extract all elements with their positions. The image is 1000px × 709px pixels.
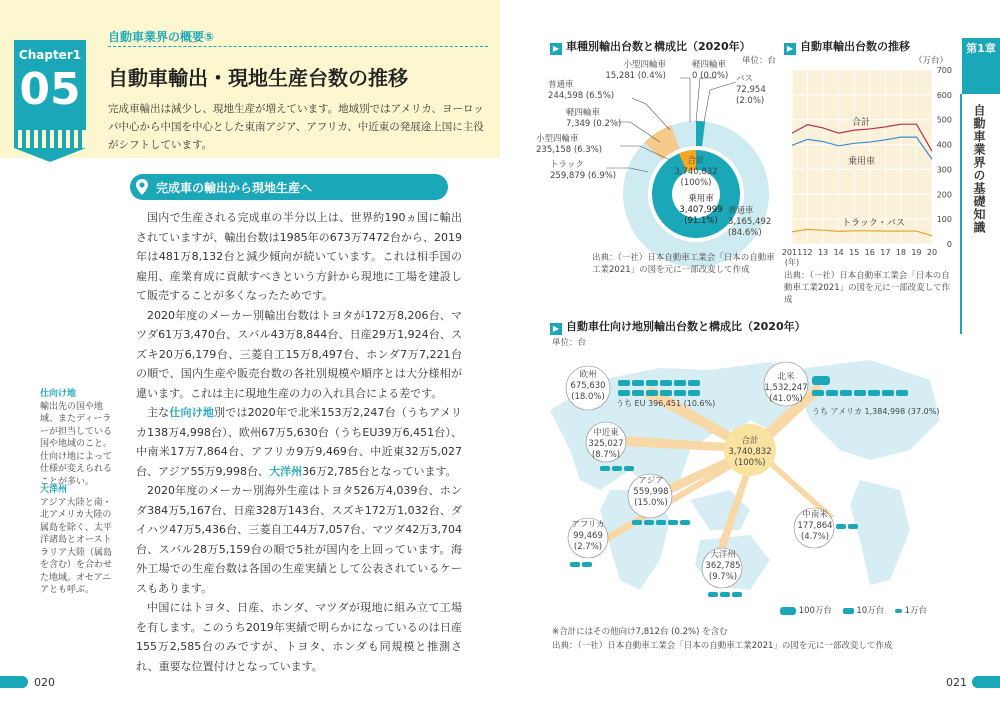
label-total — [666, 156, 726, 189]
label-value: 99,469 — [573, 531, 603, 541]
x-tick-label: 17 — [880, 248, 891, 257]
section-divider — [108, 46, 488, 47]
car-icon-small — [895, 609, 902, 613]
label-kei-7349 — [566, 108, 621, 130]
y-tick-label: 500 — [936, 115, 952, 125]
page-number-right: 021 — [946, 676, 967, 689]
fig3-note: ※合計にはその他向け7,812台 (0.2%) を含む — [552, 627, 728, 637]
paragraph-1: 国内で生産される完成車の半分以上は、世界約190ヵ国に輸出されていますが、輸出台数は1985年の673万7472台から、2019年は481万8,132台と減少傾向が続いています。これは相手国の雇用、産業育成に貢献すべきという方針から現地に工場を建設して販売することが多くなったためです。 — [136, 211, 462, 302]
label-name: トラック — [550, 160, 584, 170]
y-tick-label: 0 — [946, 240, 952, 249]
label-pct: (8.7%) — [591, 450, 621, 460]
x-tick-label: 18 — [895, 248, 906, 257]
paragraph-5: 中国にはトヨタ、日産、ホンダ、マツダが現地に組み立て工場を有します。このうち2019年実績で明らかになっているのは日産155万2,585台のみですが、トヨタ、ホンダも同規模と推測され、重要な位置付けとなっています。 — [136, 601, 462, 673]
label-name: 軽四輪車 — [566, 108, 601, 118]
label-pct: (6.5%) — [585, 91, 615, 101]
x-tick-label: 19 — [911, 248, 922, 257]
label-name: 普通車 — [728, 206, 754, 216]
legend-label: 100万台 — [798, 606, 832, 616]
label-pct: (84.6%) — [728, 228, 762, 238]
x-axis-sublabel: (年) — [784, 258, 800, 267]
fig1-unit: 単位：台 — [742, 56, 777, 66]
fig2-source: 出典：（一社）日本自動車工業会「日本の自動車工業2021」の図を元に一部改変して作成 — [784, 271, 951, 305]
label-value: 362,785 — [705, 561, 741, 571]
leader-line — [680, 78, 690, 122]
legend-label: 1万台 — [904, 606, 927, 616]
paragraph-4: 2020年度のメーカー別海外生産はトヨタ526万4,039台、ホンダ384万5,167台、日産328万143台、スズキ172万1,032台、ダイハツ47万5,436台、三菱自工44万7,057台、マツダ42万3,704台、スバル28万5,159台の順で5社が国内を上回っています。海外工場での生産台数は各国の生産実績として公表されているケースもあります。 — [136, 484, 462, 595]
label-name: 欧州 — [579, 370, 597, 380]
label-value: 559,998 — [633, 487, 669, 497]
leader-line — [696, 78, 716, 122]
car-icon-large — [780, 607, 796, 615]
paragraph-3 — [136, 403, 462, 481]
label-name: アジア — [638, 476, 664, 486]
body-text — [136, 208, 462, 676]
label-pct: (0.2%) — [593, 119, 622, 129]
x-tick-label: 20 — [926, 248, 938, 257]
label-value: 0 — [692, 71, 698, 81]
triangle-icon: ▶ — [550, 43, 562, 55]
label-value: 3,165,492 — [728, 217, 772, 227]
x-tick-label: 16 — [864, 248, 875, 257]
label-pct: (6.3%) — [573, 145, 603, 155]
label-truck — [550, 160, 616, 182]
label-value: 15,281 — [605, 71, 636, 81]
fig2-unit: （万台） — [914, 56, 949, 66]
y-tick-label: 200 — [936, 190, 952, 200]
footer-bar — [0, 676, 28, 688]
map-label-asia — [630, 476, 672, 509]
map-label-europe — [566, 370, 610, 403]
car-icons-middle-east — [600, 466, 634, 471]
para-text: 主な — [147, 406, 170, 419]
x-tick-label: 12 — [802, 248, 813, 257]
label-normal-small — [548, 80, 614, 102]
x-tick-label: 13 — [818, 248, 829, 257]
fig3-title — [550, 318, 806, 335]
label-pct: (18.0%) — [571, 392, 605, 402]
map-label-oceania — [702, 550, 744, 583]
fig3-unit: 単位：台 — [552, 338, 587, 348]
series-label: 合計 — [852, 118, 871, 129]
label-value: 7,349 — [566, 119, 591, 129]
label-name: 大洋州 — [710, 550, 736, 560]
label-small-car — [600, 60, 666, 82]
fig2-title — [784, 38, 910, 55]
label-pct: (2.0%) — [736, 96, 765, 106]
label-value: 72,954 — [736, 85, 766, 95]
label-name: 軽四輪車 — [692, 60, 727, 70]
y-tick-label: 400 — [936, 140, 952, 150]
page-number-left: 020 — [34, 676, 55, 689]
chapter-label: Chapter1 — [18, 48, 82, 62]
label-name: 北米 — [777, 372, 795, 382]
label-pct: (4.7%) — [800, 532, 830, 542]
label-pct: (15.0%) — [634, 498, 668, 508]
label-pct: (6.9%) — [587, 171, 617, 181]
glossary-item — [40, 484, 120, 597]
legend-label: 10万台 — [856, 606, 885, 616]
map-legend — [780, 606, 927, 617]
label-name: バス — [736, 74, 754, 84]
y-tick-label: 700 — [936, 66, 952, 75]
glossary-term: 大洋州 — [40, 485, 68, 495]
para-text: 別では2020年で北米153万2,247台（うちアメリカ138万4,998台）、欧州67万5,630台（うちEU39万6,451台）、中南米17万7,864台、アフリカ9万9,469台、中近東32万5,027台、アジア55万9,998台、 — [136, 406, 463, 478]
leader-line — [704, 82, 736, 122]
label-name: 小型四輪車 — [623, 60, 666, 70]
label-value: 3,407,999 — [679, 205, 723, 215]
label-normal-large — [728, 206, 771, 239]
car-icon-medium — [843, 608, 854, 614]
triangle-icon: ▶ — [550, 323, 562, 335]
label-pct: (0.4%) — [637, 71, 666, 81]
intro-text: 完成車輸出は減少し、現地生産が増えています。地域別ではアメリカ、ヨーロッパ中心から中国を中心とした東南アジア、アフリカ、中近東の発展途上国に主役がシフトしています。 — [108, 103, 484, 151]
label-value: 235,158 — [536, 145, 572, 155]
label-name: 普通車 — [548, 80, 574, 90]
fig3-title-text: 自動車仕向け地別輸出台数と構成比（2020年） — [566, 320, 806, 333]
label-value: 244,598 — [548, 91, 584, 101]
page-title: 自動車輸出・現地生産台数の推移 — [108, 66, 408, 90]
leader-line — [632, 98, 670, 130]
map-sub-europe: うち EU 396,451 (10.6%) — [616, 399, 716, 408]
fig3-source: 出典：（一社）日本自動車工業会「日本の自動車工業2021」の図を元に一部改変して作成 — [552, 641, 893, 651]
glossary-item — [40, 388, 120, 488]
car-icons-latin-america — [836, 524, 858, 529]
label-passenger — [674, 194, 728, 227]
fig1-source: 出典：（一社）日本自動車工業会「日本の自動車工業2021」の図を元に一部改変して作成 — [592, 253, 775, 275]
label-value: 3,740,832 — [728, 447, 772, 457]
label-pct: (2.7%) — [573, 542, 603, 552]
x-tick-label: 14 — [833, 248, 844, 257]
chapter-tab-stripes — [14, 130, 86, 148]
series-label: トラック・バス — [842, 218, 905, 229]
label-value: 325,027 — [588, 439, 624, 449]
label-value: 259,879 — [550, 171, 586, 181]
label-pct: (41.0%) — [769, 394, 803, 404]
chapter-tab-point — [14, 148, 86, 162]
chapter-number: 05 — [19, 64, 81, 115]
label-name: 中南米 — [802, 510, 828, 520]
series-label: 乗用車 — [848, 156, 876, 167]
para-text: 36万2,785台となっています。 — [302, 464, 457, 478]
fig1-title-text: 車種別輸出台数と構成比（2020年） — [566, 40, 751, 53]
label-value: 1,532,247 — [764, 383, 808, 393]
paragraph-2: 2020年度のメーカー別輸出台数はトヨタが172万8,206台、マツダ61万3,470台、スバル43万8,844台、日産29万1,924台、スズキ20万6,179台、三菱自工15万8,497台、ホンダ7万7,221台の順で、国内生産や販売台数の各社別規模や順序とは大分様相が違います。これは主に現地生産の力の入れ具合による差です。 — [136, 308, 462, 400]
label-value: 177,864 — [797, 521, 833, 531]
chapter-side-title: 自動車業界の基礎知識 — [972, 104, 986, 234]
map-label-north-america — [764, 372, 808, 405]
subheading — [130, 174, 448, 200]
label-name: アフリカ — [571, 520, 605, 530]
y-tick-label: 600 — [936, 90, 952, 100]
car-icons-africa — [570, 562, 592, 567]
label-name: 乗用車 — [688, 194, 714, 204]
map-label-total — [724, 436, 776, 469]
label-value: 3,740,832 — [674, 167, 718, 177]
car-icons-asia — [632, 520, 690, 525]
label-value: 675,630 — [570, 381, 606, 391]
car-icons-oceania — [708, 592, 742, 597]
map-label-africa — [568, 520, 608, 553]
label-name: 合計 — [687, 156, 705, 166]
section-label: 自動車業界の概要⑤ — [108, 30, 215, 44]
label-pct: (100%) — [680, 178, 712, 188]
line-chart — [782, 66, 962, 278]
glossary-term: 仕向け地 — [40, 389, 77, 399]
subheading-text: 完成車の輸出から現地生産へ — [156, 181, 313, 195]
fig1-title — [550, 38, 751, 55]
label-pct: (100%) — [734, 458, 766, 468]
chapter-side-tab: 第1章 — [962, 38, 1000, 94]
y-tick-label: 100 — [936, 215, 952, 225]
footer-bar — [972, 676, 1000, 688]
label-small-total — [536, 134, 602, 156]
map-label-latin-america — [794, 510, 836, 543]
label-pct: (9.7%) — [708, 572, 738, 582]
landmass-south-america — [850, 480, 910, 585]
highlight-term: 大洋州 — [269, 464, 303, 478]
fig2-title-text: 自動車輸出台数の推移 — [800, 40, 910, 53]
highlight-term: 仕向け地 — [169, 406, 215, 419]
map-label-middle-east — [586, 428, 626, 461]
y-tick-label: 300 — [936, 165, 952, 175]
label-kei-0 — [692, 60, 728, 82]
x-tick-label: 2011 — [782, 248, 803, 257]
glossary-definition: 輸出先の国や地域、またディーラーが担当している国や地域のこと。仕向け地によって仕様が変えられることが多い。 — [40, 401, 113, 487]
label-name: 小型四輪車 — [536, 134, 579, 144]
x-tick-label: 15 — [849, 248, 860, 257]
label-pct: (91.1%) — [684, 216, 718, 226]
location-pin-icon — [134, 178, 150, 196]
triangle-icon: ▶ — [784, 43, 796, 55]
map-sub-north-america: うち アメリカ 1,384,998 (37.0%) — [812, 407, 940, 416]
label-pct: (0.0%) — [700, 71, 729, 81]
label-name: 合計 — [741, 436, 759, 446]
label-name: 中近東 — [593, 428, 619, 438]
label-bus — [736, 74, 766, 107]
glossary-definition: アジア大陸と南・北アメリカ大陸の属島を除く、太平洋諸島とオーストラリア大陸（属島を含む）を合わせた地域。オセアニアとも呼ぶ。 — [40, 497, 113, 595]
